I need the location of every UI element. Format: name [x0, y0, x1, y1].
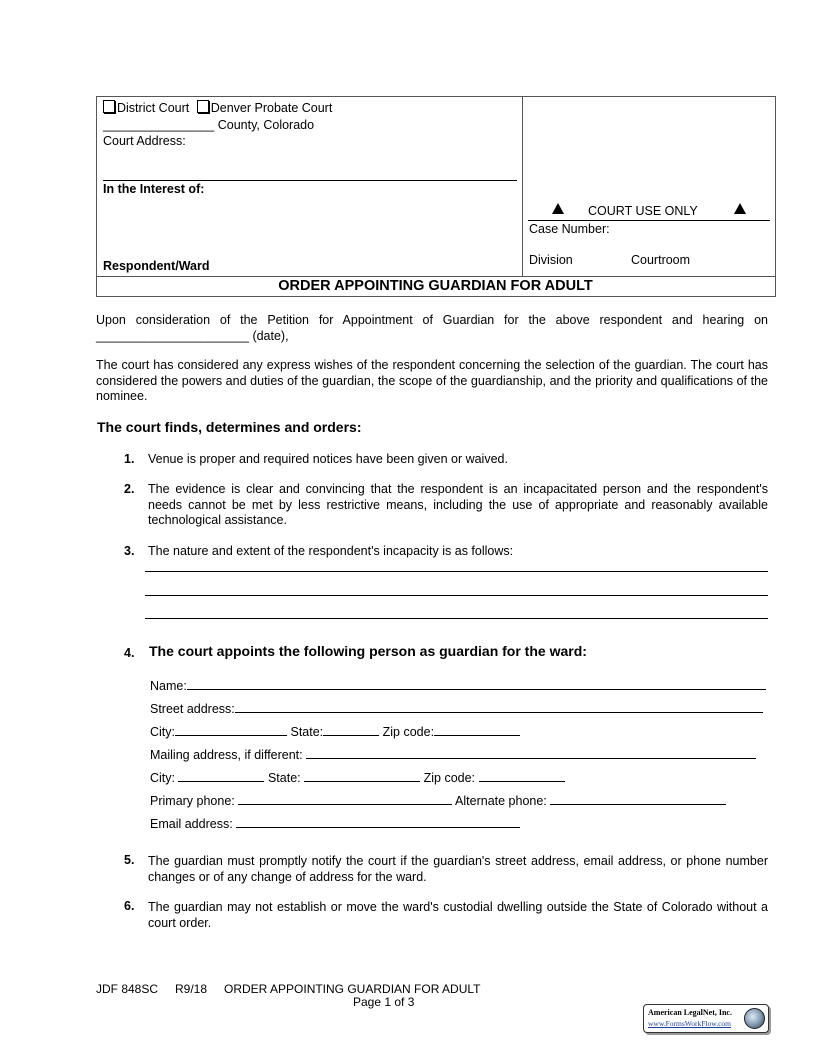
mailing-zip-field[interactable] [479, 769, 565, 782]
phone-row [150, 792, 726, 808]
mailing-city-label: City: [150, 771, 175, 785]
footer-form-title: ORDER APPOINTING GUARDIAN FOR ADULT [224, 982, 481, 996]
item-number-1: 1. [124, 452, 135, 466]
case-number-label: Case Number: [529, 222, 610, 236]
intro-paragraph-1 [96, 312, 768, 344]
court-use-divider [528, 220, 770, 221]
globe-icon [744, 1008, 765, 1029]
hearing-date-blank[interactable]: ______________________ [96, 329, 249, 343]
item-text-6: The guardian may not establish or move the ward's custodial dwelling outside the State of Colorado without a court order. [148, 900, 768, 930]
intro-paragraph-2: The court has considered any express wishes of the respondent concerning the selection of the guardian. The court has considered the powers and duties of the guardian, the scope of the guardianship, and the priority and qualifications of the nominee. [96, 358, 768, 403]
state-field[interactable] [323, 723, 379, 736]
item-text-1: Venue is proper and required notices have been given or waived. [148, 452, 508, 466]
item-text-5: The guardian must promptly notify the court if the guardian's street address, email address, or phone number changes or of any change of address for the ward. [148, 854, 768, 884]
courtroom-label: Courtroom [631, 253, 691, 267]
street-address-field[interactable] [235, 700, 763, 713]
alternate-phone-field[interactable] [550, 792, 726, 805]
name-field[interactable] [187, 677, 766, 690]
city-label: City: [150, 725, 175, 739]
denver-probate-label: Denver Probate Court [210, 101, 333, 115]
caption-divider [522, 96, 523, 277]
respondent-label: Respondent/Ward [103, 259, 210, 273]
intro-date-tail: (date), [252, 329, 289, 343]
primary-phone-label: Primary phone: [150, 794, 235, 808]
mailing-state-field[interactable] [304, 769, 420, 782]
email-label: Email address: [150, 817, 233, 831]
item-text-4: The court appoints the following person as guardian for the ward: [149, 643, 587, 659]
title-divider [96, 276, 775, 277]
incapacity-line-2[interactable] [145, 595, 768, 596]
email-row [150, 815, 520, 831]
logo-url-text: www.FormsWorkFlow.com [648, 1019, 732, 1028]
name-label: Name: [150, 679, 187, 693]
alternate-phone-label: Alternate phone: [455, 794, 547, 808]
footer-form-id: JDF 848SC [96, 982, 159, 996]
mailing-city-field[interactable] [178, 769, 264, 782]
district-court-label: District Court [117, 101, 190, 115]
incapacity-line-3[interactable] [145, 618, 768, 619]
item-text-3: The nature and extent of the respondent's incapacity is as follows: [148, 544, 514, 558]
intro-text-1: Upon consideration of the Petition for Appointment of Guardian for the above respondent and hearing on [96, 313, 768, 327]
court-address-line[interactable] [103, 180, 517, 181]
triangle-up-icon [734, 203, 746, 214]
item-text-2: The evidence is clear and convincing that the respondent is an incapacitated person and the respondent's needs cannot be met by less restrictive means, including the use of appropriate and reasonably available technological assistance. [148, 482, 768, 527]
county-label: County, Colorado [217, 118, 315, 132]
item-number-6: 6. [124, 899, 135, 913]
court-address-label: Court Address: [103, 134, 186, 148]
district-court-checkbox[interactable] [103, 100, 115, 113]
street-address-row [150, 700, 763, 716]
state-label: State: [290, 725, 324, 739]
county-blank[interactable]: ________________ [103, 118, 215, 132]
mailing-address-label: Mailing address, if different: [150, 748, 303, 762]
city-state-zip-row-2 [150, 769, 565, 785]
county-row [103, 118, 314, 132]
footer-page-number: Page 1 of 3 [353, 995, 415, 1009]
mailing-address-field[interactable] [306, 746, 756, 759]
zip-label: Zip code: [382, 725, 435, 739]
item-number-3: 3. [124, 544, 135, 558]
mailing-zip-label: Zip code: [423, 771, 476, 785]
mailing-address-row [150, 746, 756, 762]
denver-probate-checkbox[interactable] [197, 100, 209, 113]
city-field[interactable] [175, 723, 287, 736]
item-number-2: 2. [124, 482, 135, 496]
footer-revision: R9/18 [175, 982, 208, 996]
triangle-up-icon [552, 203, 564, 214]
interest-label: In the Interest of: [103, 182, 205, 196]
legalnet-logo[interactable] [643, 1004, 769, 1033]
street-address-label: Street address: [150, 702, 235, 716]
incapacity-line-1[interactable] [145, 571, 768, 572]
mailing-state-label: State: [267, 771, 301, 785]
logo-company-text: American LegalNet, Inc. [648, 1008, 732, 1017]
city-state-zip-row-1 [150, 723, 520, 739]
email-field[interactable] [236, 815, 520, 828]
item-number-4: 4. [124, 646, 135, 660]
zip-field[interactable] [434, 723, 520, 736]
primary-phone-field[interactable] [238, 792, 452, 805]
court-use-only-label: COURT USE ONLY [588, 204, 698, 218]
findings-heading: The court finds, determines and orders: [97, 419, 362, 435]
guardian-name-row [150, 677, 766, 693]
document-title: ORDER APPOINTING GUARDIAN FOR ADULT [278, 278, 593, 294]
division-label: Division [529, 253, 573, 267]
court-type-row [103, 100, 332, 115]
item-number-5: 5. [124, 853, 135, 867]
